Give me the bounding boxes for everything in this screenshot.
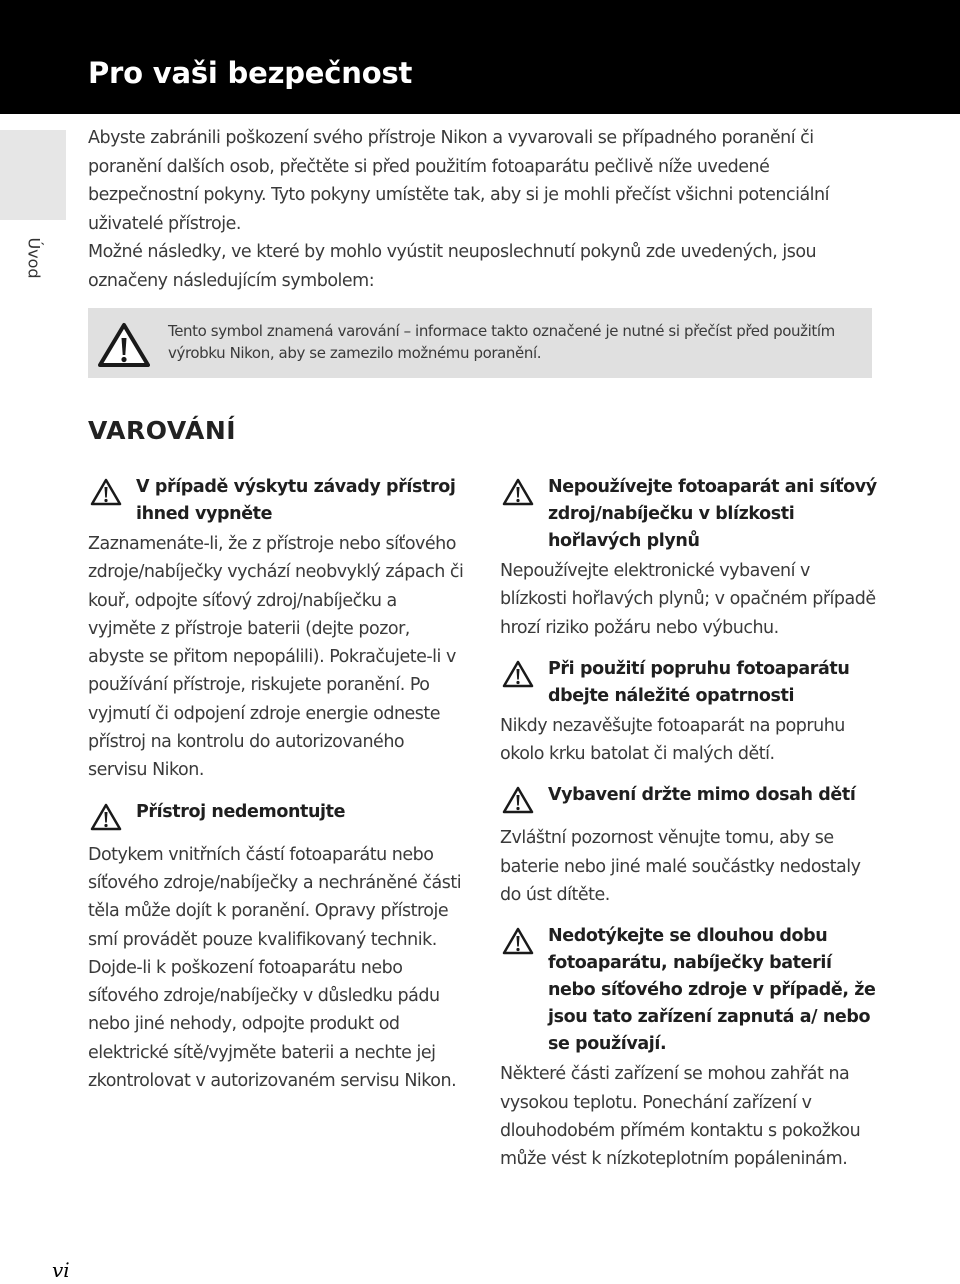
warning-item-body: Dotykem vnitřních částí fotoaparátu nebo síťového zdroje/nabíječky a nechráněné části těla může dojít k poranění. Opravy přístroje smí provádět pouze kvalifikovaný technik. Dojde-li k poškození fotoaparátu nebo síťového zdroje/nabíječky v důsledku pádu nebo jiné nehody, odpojte produkt od elektrické sítě/vyjměte baterii a nechte jej zkontrolovat v autorizovaném servisu Nikon.: [88, 844, 462, 1092]
warning-item-body: Zaznamenáte-li, že z přístroje nebo síťového zdroje/nabíječky vychází neobvyklý zápach či kouř, odpojte síťový zdroj/nabíječku a vyjměte z přístroje baterii (dejte pozor, abyste se přitom nepopálili). Pokračujete-li v používání přístroje, riskujete poranění. Po vyjmutí či odpojení zdroje energie odneste přístroj na kontrolu do autorizovaného servisu Nikon.: [88, 534, 464, 781]
warning-item: [500, 656, 880, 769]
warning-item-title-text: Při použití popruhu fotoaparátu dbejte náležité opatrnosti: [548, 658, 850, 706]
warning-triangle-icon: [90, 478, 122, 506]
warning-item-title: [500, 656, 880, 710]
intro-text: [88, 124, 878, 295]
warning-item: [88, 799, 468, 1096]
warning-item: [500, 923, 880, 1173]
warning-item-body: Zvláštní pozornost věnujte tomu, aby se baterie nebo jiné malé součástky nedostaly do úst dítěte.: [500, 828, 861, 906]
warning-item: [500, 474, 880, 642]
warning-triangle-icon: [90, 803, 122, 831]
warning-item-body: Některé části zařízení se mohou zahřát na vysokou teplotu. Ponechání zařízení v dlouhodobém přímém kontaktu s pokožkou může vést k nízkoteplotním popáleninám.: [500, 1064, 861, 1170]
side-tab-label: Úvod: [24, 237, 44, 279]
warning-item: [88, 474, 468, 785]
warning-triangle-icon: [502, 786, 534, 814]
warning-symbol-description: Tento symbol znamená varování – informace takto označené je nutné si přečíst před použitím výrobku Nikon, aby se zamezilo možnému poranění.: [168, 322, 835, 362]
warning-item-title-text: Přístroj nedemontujte: [136, 801, 346, 822]
warning-item-title-text: Vybavení držte mimo dosah dětí: [548, 785, 856, 806]
warning-item-title-text: V případě výskytu závady přístroj ihned vypněte: [136, 477, 456, 524]
warning-item-body: Nikdy nezavěšujte fotoaparát na popruhu okolo krku batolat či malých dětí.: [500, 715, 845, 765]
page-header: [0, 0, 960, 114]
warning-item-title: [500, 474, 880, 555]
warning-item: [500, 782, 880, 909]
warning-item-title: [500, 923, 880, 1058]
warning-item-title-text: Nedotýkejte se dlouhou dobu fotoaparátu, nabíječky baterií nebo síťového zdroje v případě, že jsou tato zařízení zapnutá a/ nebo se používají.: [548, 926, 876, 1055]
warning-triangle-icon: [502, 660, 534, 688]
warning-item-body: Nepoužívejte elektronické vybavení v blízkosti hořlavých plynů; v opačném případě hrozí riziko požáru nebo výbuchu.: [500, 561, 876, 638]
warning-item-title: [88, 799, 468, 839]
warning-item-title: [88, 474, 468, 528]
warning-triangle-icon: [98, 322, 150, 368]
section-heading: VAROVÁNÍ: [88, 416, 237, 445]
page-number: vi: [52, 1258, 70, 1282]
page-title: Pro vaši bezpečnost: [88, 56, 413, 90]
right-column: [500, 474, 880, 1188]
left-column: [88, 474, 468, 1109]
intro-paragraph-2: Možné následky, ve které by mohlo vyústit neuposlechnutí pokynů zde uvedených, jsou označeny následujícím symbolem:: [88, 242, 817, 291]
warning-triangle-icon: [502, 478, 534, 506]
warning-triangle-icon: [502, 927, 534, 955]
intro-paragraph-1: Abyste zabránili poškození svého přístroje Nikon a vyvarovali se případného poranění či poranění dalších osob, přečtěte si před použitím fotoaparátu pečlivě níže uvedené bezpečnostní pokyny. Tyto pokyny umístěte tak, aby si je mohli přečíst všichni potenciální uživatelé přístroje.: [88, 128, 829, 234]
warning-item-title: [500, 782, 880, 822]
side-tab: [0, 130, 66, 220]
warning-symbol-box: [88, 308, 872, 378]
warning-item-title-text: Nepoužívejte fotoaparát ani síťový zdroj/nabíječku v blízkosti hořlavých plynů: [548, 477, 877, 551]
